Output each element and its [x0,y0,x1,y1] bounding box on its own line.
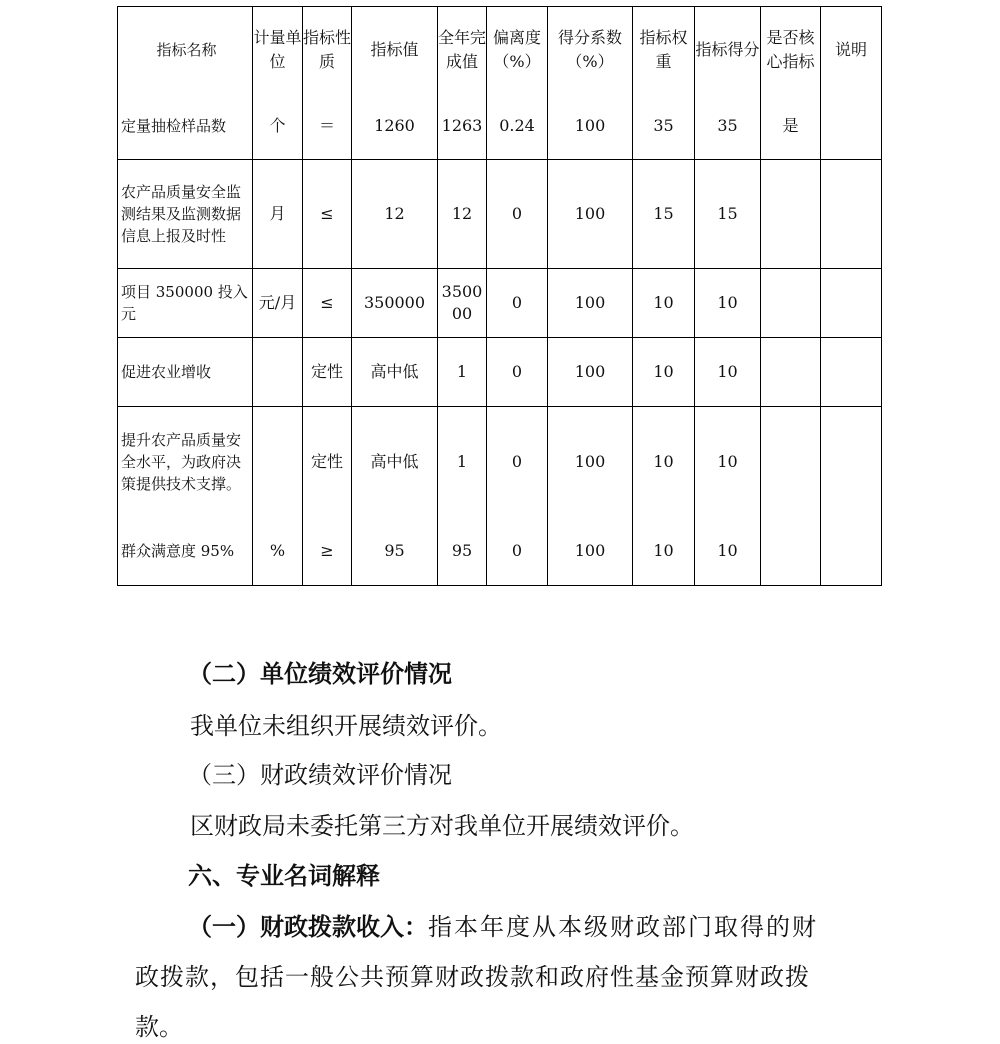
table-cell: 10 [695,269,761,338]
table-header-cell: 指标权重 [633,7,695,94]
table-cell: 是 [761,93,821,160]
table-cell: 100 [548,269,633,338]
table-cell: 0 [487,517,548,586]
table-cell [253,407,303,518]
table-cell: 定量抽检样品数 [118,93,253,160]
table-cell [761,407,821,518]
section-title-finance-evaluation: （三）财政绩效评价情况 [188,761,452,789]
section-title-unit-evaluation: （二）单位绩效评价情况 [188,660,452,688]
table-cell: 100 [548,407,633,518]
table-row [118,93,882,160]
table-cell: 高中低 [352,407,438,518]
table-cell: 100 [548,93,633,160]
table-cell: 个 [253,93,303,160]
table-cell: 1 [438,407,487,518]
table-cell [761,517,821,586]
table-cell: 0 [487,338,548,407]
table-cell: 定性 [303,407,352,518]
table-cell: 350000 [438,269,487,338]
table-header-cell: 偏离度（%） [487,7,548,94]
table-cell: 0 [487,269,548,338]
table-cell: % [253,517,303,586]
glossary-item-1-line-3: 款。 [135,1013,183,1041]
table-cell: 10 [695,407,761,518]
table-cell: 95 [438,517,487,586]
table-row [118,160,882,269]
table-cell: 10 [633,517,695,586]
table-cell: 高中低 [352,338,438,407]
table-cell: 农产品质量安全监测结果及监测数据信息上报及时性 [118,160,253,269]
table-header-row [118,7,882,94]
table-cell: 12 [438,160,487,269]
table-cell: 月 [253,160,303,269]
table-header-cell: 得分系数（%） [548,7,633,94]
table-cell: ≥ [303,517,352,586]
table-header-cell: 说明 [821,7,882,94]
table-cell: 100 [548,517,633,586]
section-body-finance-evaluation: 区财政局未委托第三方对我单位开展绩效评价。 [190,812,694,840]
table-cell [761,269,821,338]
performance-table [117,6,882,586]
table-cell: 15 [695,160,761,269]
table-header-cell: 指标得分 [695,7,761,94]
section-body-unit-evaluation: 我单位未组织开展绩效评价。 [190,712,502,740]
table-cell: 0 [487,407,548,518]
table-cell: 项目 350000 投入元 [118,269,253,338]
table-cell [253,338,303,407]
glossary-item-label: （一）财政拨款收入： [188,913,428,941]
table-header-cell: 全年完成值 [438,7,487,94]
table-cell [821,93,882,160]
table-header-cell: 指标性质 [303,7,352,94]
glossary-item-text: 指本年度从本级财政部门取得的财 [428,913,818,941]
table-cell [821,407,882,518]
glossary-item-1-line-2: 政拨款，包括一般公共预算财政拨款和政府性基金预算财政拨 [135,963,810,991]
table-header-cell: 指标名称 [118,7,253,94]
table-cell: 10 [633,338,695,407]
table-cell: 35 [633,93,695,160]
table-cell: 1260 [352,93,438,160]
table-row [118,517,882,586]
table-cell: 0.24 [487,93,548,160]
table-cell: 10 [695,338,761,407]
table-cell: ≤ [303,269,352,338]
table-cell: 0 [487,160,548,269]
table-cell: 35 [695,93,761,160]
table-cell [821,269,882,338]
table-cell: 提升农产品质量安全水平，为政府决策提供技术支撑。 [118,407,253,518]
table-cell: 10 [633,407,695,518]
table-cell: 1263 [438,93,487,160]
table-cell [821,338,882,407]
table-cell: 定性 [303,338,352,407]
table-cell: 350000 [352,269,438,338]
table-cell: 100 [548,338,633,407]
table-cell [761,160,821,269]
table-cell: 元/月 [253,269,303,338]
table-cell: 12 [352,160,438,269]
table-row [118,338,882,407]
table-cell: 促进农业增收 [118,338,253,407]
table-cell [821,517,882,586]
table-cell: 群众满意度 95% [118,517,253,586]
table-cell: 100 [548,160,633,269]
table-cell: 10 [695,517,761,586]
table-cell: ＝ [303,93,352,160]
table-cell: 15 [633,160,695,269]
table-row [118,407,882,518]
table-header-cell: 指标值 [352,7,438,94]
section-title-glossary: 六、专业名词解释 [188,862,380,890]
table-cell: ≤ [303,160,352,269]
table-cell: 10 [633,269,695,338]
glossary-item-1-line-1 [188,912,888,942]
table-cell [761,338,821,407]
table-cell: 1 [438,338,487,407]
table-header-cell: 计量单位 [253,7,303,94]
table-cell [821,160,882,269]
table-row [118,269,882,338]
table-header-cell: 是否核心指标 [761,7,821,94]
table-cell: 95 [352,517,438,586]
